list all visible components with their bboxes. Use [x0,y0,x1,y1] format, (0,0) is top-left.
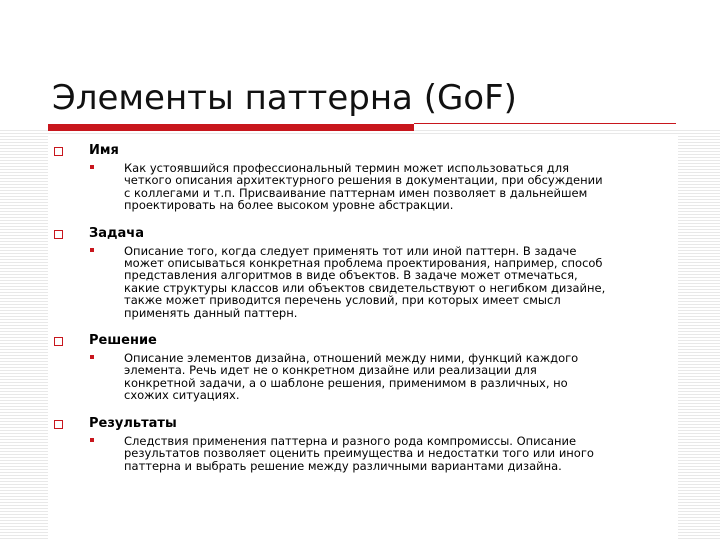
hollow-square-bullet-icon [54,230,63,239]
section-description [54,435,676,472]
description-line: представления алгоритмов в виде объектов. В задаче может отмечаться, [124,268,578,283]
description-line: Описание того, когда следует применять тот или иной паттерн. В задаче [124,243,577,258]
section-heading-text: Результаты [89,415,177,431]
description-line: какие структуры классов или объектов свидетельствуют о негибком дизайне, [124,280,606,295]
filled-square-bullet-icon [90,355,94,359]
description-line: схожих ситуациях. [124,388,240,403]
section-name [54,143,674,212]
slide-title: Элементы паттерна (GoF) [52,78,517,118]
filled-square-bullet-icon [90,438,94,442]
section-description [54,352,676,402]
section-heading [54,333,674,350]
section-heading-text: Решение [89,333,157,349]
section-description [54,162,676,212]
description-line: может описываться конкретная проблема проектирования, например, способ [124,256,603,271]
section-heading [54,416,674,433]
section-heading-text: Имя [89,143,119,158]
section-list [54,143,674,486]
hollow-square-bullet-icon [54,420,63,429]
description-line: применять данный паттерн. [124,305,298,320]
filled-square-bullet-icon [90,165,94,169]
section-solution [54,333,674,402]
description-line: с коллегами и т.п. Присваивание паттернам имен позволяет в дальнейшем [124,185,588,200]
hollow-square-bullet-icon [54,337,63,346]
section-heading-text: Задача [89,225,144,241]
section-results [54,416,674,472]
description-line: конкретной задачи, а о шаблоне решения, применимом в различных, но [124,375,568,390]
hollow-square-bullet-icon [54,147,63,156]
section-heading [54,143,674,160]
filled-square-bullet-icon [90,248,94,252]
description-line: элемента. Речь идет не о конкретном дизайне или реализации для [124,363,537,378]
description-line: четкого описания архитектурного решения в документации, при обсуждении [124,173,603,188]
description-line: Как устоявшийся профессиональный термин может использоваться для [124,161,570,175]
title-underline-bar [48,124,414,131]
description-line: результатов позволяет оценить преимущества и недостатки того или иного [124,446,594,461]
section-heading [54,226,674,243]
description-line: проектировать на более высоком уровне абстракции. [124,198,454,213]
section-task [54,226,674,319]
description-line: Следствия применения паттерна и разного рода компромиссы. Описание [124,433,577,448]
description-line: Описание элементов дизайна, отношений между ними, функций каждого [124,351,579,366]
section-description [54,245,676,319]
description-line: также может приводится перечень условий, при которых имеет смысл [124,293,561,308]
description-line: паттерна и выбрать решение между различными вариантами дизайна. [124,458,562,473]
title-underline-line [414,123,676,124]
